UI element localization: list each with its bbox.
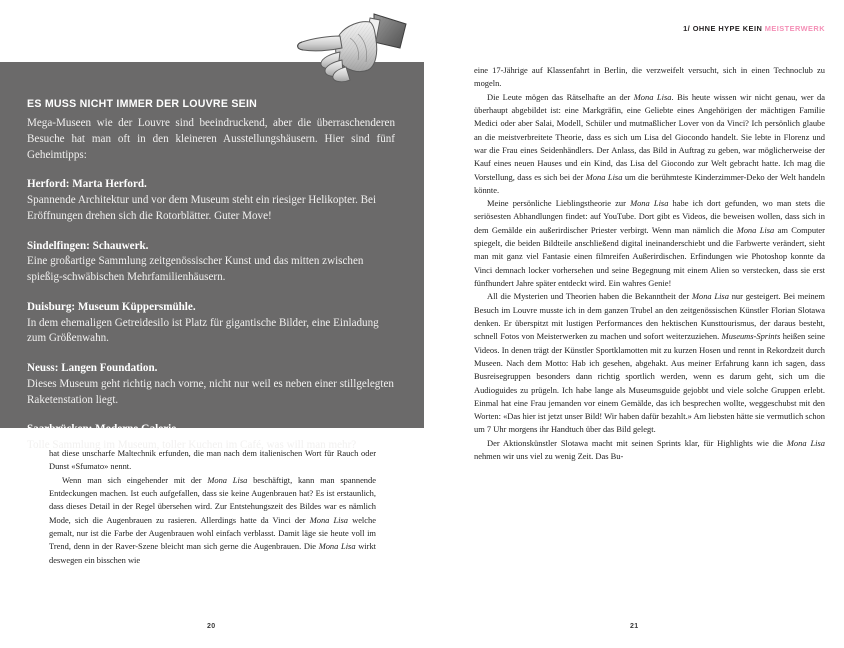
work-title: Mona Lisa <box>786 437 826 448</box>
work-title: Mona Lisa <box>585 171 623 182</box>
work-title: Mona Lisa <box>736 224 775 235</box>
paragraph: Die Leute mögen das Rätselhafte an der Mona Lisa. Bis heute wissen wir nicht genau, wer da überhaupt abgebildet ist: eine Markgräfin, eine Geliebte eines Angehörigen der mächtigen Familie Medici oder aber Salai, Modell, Schüler und mutmaßlicher Lover von da Vinci? Ich persönlich glaube an die meistverbreitete Theorie, dass es sich um Lisa del Giocondo handelt. Sie lebte in Florenz und war die Frau eines Seidenhändlers. Der Anlass, das Bild in Auftrag zu geben, war möglicherweise der Kauf eines neuen Hauses und ein Kind, das Lisa del Giocondo zur Welt gebracht hatte. Ich mag die Vorstellung, dass es sich bei der Mona Lisa um die berühmteste Kinderzimmer-Deko der Welt handeln könnte. <box>474 91 825 195</box>
work-title: Mona Lisa <box>633 91 672 102</box>
paragraph: hat diese unscharfe Maltechnik erfunden, die man nach dem italienischen Wort für Rauch oder Dunst «Sfumato» nennt. <box>49 448 376 472</box>
running-header-number: 1/ <box>683 24 691 33</box>
callout-tip <box>27 300 395 347</box>
page-number-right: 21 <box>630 623 639 630</box>
paragraph: Wenn man sich eingehender mit der Mona Lisa beschäftigt, kann man spannende Entdeckungen machen. Ist euch aufgefallen, dass sie keine Augenbrauen hat? Es ist erstaunlich, dass dieses Detail in der Regel übersehen wird. Zur Entstehungszeit des Bildes war es nämlich Mode, sich die Augenbrauen zu rasieren. Allerdings hatte da Vinci der Mona Lisa welche gemalt, nur ist die Farbe der Augenbrauen wohl einfach verblasst. Damit läge sie heute voll im Trend, denn in der Raver-Szene bleicht man sich gerne die Augenbrauen. Die Mona Lisa wirkt deswegen ein bisschen wie <box>49 474 377 565</box>
paragraph: eine 17-Jährige auf Klassenfahrt in Berlin, die verzweifelt versucht, sich in einen Technoclub zu mogeln. <box>474 65 825 89</box>
callout-tip-name: Neuss: Langen Foundation. <box>27 362 158 375</box>
callout-tip <box>27 177 395 224</box>
callout-title: ES MUSS NICHT IMMER DER LOUVRE SEIN <box>27 98 258 110</box>
callout-tip-description: In dem ehemaligen Getreidesilo ist Platz für gigantische Bilder, eine Einladung zum Größenwahn. <box>27 316 379 345</box>
work-title: Mona Lisa <box>691 291 729 302</box>
running-header <box>683 24 825 33</box>
callout-tip-description: Spannende Architektur und vor dem Museum steht ein riesiger Helikopter. Bei Eröffnungen drehen sich die Rotorblätter. Guter Move! <box>27 194 377 222</box>
paragraph: All die Mysterien und Theorien haben die Bekanntheit der Mona Lisa nur gesteigert. Bei meinem Besuch im Louvre musste ich in dem ganzen Trubel an den zeitgenössischen Künstler Florian Slotawa denken. Er überspitzt mit lustigen Performances den hektischen Kunsttourismus, der daraus besteht, schnell Fotos von Meisterwerken zu machen und sofort weiterzuziehen. Museums-Sprints heißen seine Videos. In denen trägt der Künstler Sportklamotten mit zu kurzen Hosen und rennt in Rekordzeit durch Museen. Nach dem Motto: Hab ich gesehen, abgehakt. Aus meiner Erfahrung kann ich sagen, dass Busreisegruppen besonders dann richtig sportlich werden, wenn es darum geht, sich um die Audioguides zu prügeln. Ich habe lange als Museumsguide gejobbt und viele solche Gruppen erlebt. Einmal hat eine Frau jemanden vor einem Gemälde, das ich besprechen wollte, weggeschubst mit den Worten: «Das hier ist jetzt unser Bild! Wir haben dafür bezahlt.» Am liebsten hätte sie vermutlich schon um 7 Uhr morgens ihr Handtuch über das Bild gelegt. <box>474 291 825 435</box>
callout-tip-name: Sindelfingen: Schauwerk. <box>27 239 149 252</box>
paragraph: Meine persönliche Lieblingstheorie zur Mona Lisa habe ich dort gefunden, wo man stets die seriösesten Abhandlungen findet: auf YouTube. Dort gibt es Videos, die beweisen wollen, dass sich in dem Gemälde ein außerirdischer Priester verbirgt. Wenn man nämlich die Mona Lisa am Computer spiegelt, die beiden Bildteile anschließend digital ineinanderschiebt und die Farbwerte verändert, sieht man mit ganz viel Fantasie einen filmreifen Außerirdischen. Erfindungen wie Photoshop konnte da Vinci demnach locker vorhersehen und seine Begegnung mit einem Alien so verstecken, dass sie erst fünfhundert Jahre später entdeckt wird. Ein wahres Genie! <box>474 198 825 288</box>
callout-box <box>0 62 424 452</box>
running-header-accent: MEISTERWERK <box>764 24 825 33</box>
running-header-title: OHNE HYPE KEIN <box>692 24 763 33</box>
work-title: Mona Lisa <box>630 198 669 209</box>
callout-tip-name: Duisburg: Museum Küppersmühle. <box>27 300 196 313</box>
callout-tip-name: Herford: Marta Herford. <box>27 178 147 191</box>
work-title: Mona Lisa <box>309 514 349 525</box>
callout-tip-description: Eine großartige Sammlung zeitgenössischer Kunst und das mitten zwischen spießig-schwäbischen Mehrfamilienhäusern. <box>27 255 364 284</box>
callout-tip-name: Saarbrücken: Moderne Galerie. <box>27 423 179 436</box>
callout-tip <box>27 239 395 286</box>
callout-intro: Mega-Museen wie der Louvre sind beeindruckend, aber die überraschenderen Besuche hat man oft in den kleineren Ausstellungshäusern. Hier sind fünf Geheimtipps: <box>27 117 395 161</box>
work-title: Mona Lisa <box>207 474 248 485</box>
work-title: Mona Lisa <box>318 541 356 552</box>
right-page-body-text <box>474 64 825 463</box>
page-number-left: 20 <box>207 623 216 630</box>
callout-tip <box>27 361 395 408</box>
left-page-body-text <box>49 447 376 567</box>
callout-tip-description: Tolle Sammlung im Museum, toller Kuchen im Café, was will man mehr? <box>27 439 357 452</box>
work-title: Museums-Sprints <box>721 331 781 342</box>
callout-tip-description: Dieses Museum geht richtig nach vorne, nicht nur weil es neben einer stillgelegten Raketenstation liegt. <box>27 377 394 406</box>
paragraph: Der Aktionskünstler Slotawa macht mit seinen Sprints klar, für Highlights wie die Mona Lisa nehmen wir uns viel zu wenig Zeit. Das Bu- <box>474 437 826 462</box>
